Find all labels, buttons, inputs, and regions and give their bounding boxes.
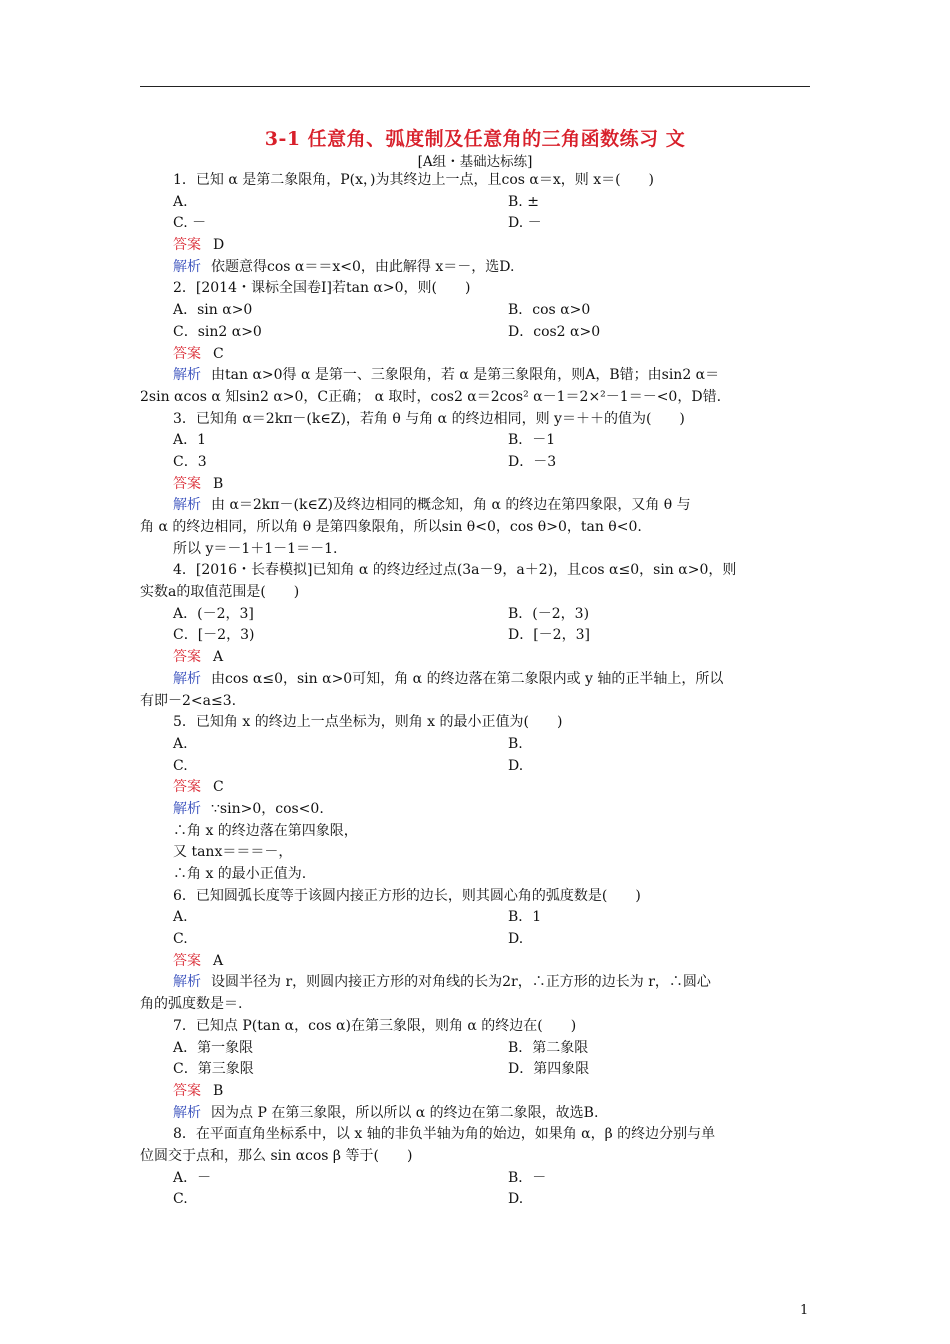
option-row (140, 734, 810, 756)
header-rule (140, 86, 810, 87)
option-right: D．第四象限 (508, 1061, 590, 1078)
text-line (140, 1146, 810, 1168)
text-line (140, 691, 810, 713)
answer-value: B (213, 1082, 224, 1099)
option-left: C．第三象限 (173, 1061, 254, 1078)
solution-line (140, 799, 810, 821)
option-right: D. (508, 757, 524, 774)
text-line (140, 539, 810, 561)
option-right: B. ± (508, 193, 539, 210)
text-line (140, 712, 810, 734)
answer-line (140, 344, 810, 366)
option-left: A．－ (173, 1169, 212, 1186)
answer-line (140, 235, 810, 257)
text-line (140, 409, 810, 431)
option-row (140, 907, 810, 929)
answer-line (140, 647, 810, 669)
option-row (140, 1168, 810, 1190)
line-text: 角 α 的终边相同，所以角 θ 是第四象限角，所以sin θ<0，cos θ>0，tan θ<0. (140, 519, 642, 535)
solution-line (140, 365, 810, 387)
option-right: B．第二象限 (508, 1039, 589, 1056)
line-text: 有即－2<a≤3. (140, 692, 237, 709)
answer-line (140, 777, 810, 799)
line-text: 又 tanx＝＝＝－， (173, 844, 293, 861)
answer-line (140, 951, 810, 973)
answer-label: 答案 (173, 345, 201, 362)
option-left: C．[－2，3) (173, 627, 255, 644)
option-row (140, 213, 810, 235)
line-text: 2．[2014・课标全国卷Ⅰ]若tan α>0，则( ) (173, 280, 471, 297)
option-right: D. － (508, 215, 542, 232)
option-left: A．1 (173, 432, 207, 449)
option-right: D．cos2 α>0 (508, 323, 601, 340)
solution-line (140, 495, 810, 517)
line-text: 4．[2016・长春模拟]已知角 α 的终边经过点(3a－9，a＋2)，且cos α≤0，sin α>0，则 (173, 562, 737, 579)
option-row (140, 1059, 810, 1081)
page-title: 3-1 任意角、弧度制及任意角的三角函数练习 文 (264, 128, 686, 150)
solution-text: 由tan α>0得 α 是第一、三象限角，若 α 是第三象限角，则A，B错；由sin2 α＝ (211, 367, 720, 384)
option-row (140, 1038, 810, 1060)
answer-value: C (213, 345, 224, 362)
option-left: C. (173, 757, 188, 774)
solution-text: 设圆半径为 r，则圆内接正方形的对角线的长为2r，∴正方形的边长为 r，∴圆心 (211, 974, 711, 991)
option-right: D．－3 (508, 453, 557, 470)
line-text: ∴角 x 的终边落在第四象限， (173, 822, 358, 839)
text-line (140, 560, 810, 582)
option-row (140, 192, 810, 214)
answer-label: 答案 (173, 237, 201, 254)
text-line (140, 387, 810, 409)
text-line (140, 821, 810, 843)
answer-value: A (213, 649, 224, 666)
line-text: ∴角 x 的最小正值为. (173, 866, 307, 882)
option-left: C. (173, 931, 188, 948)
option-left: A．第一象限 (173, 1039, 254, 1056)
text-line (140, 842, 810, 864)
solution-label: 解析 (173, 1104, 201, 1121)
line-text: 8．在平面直角坐标系中，以 x 轴的非负半轴为角的始边，如果角 α，β 的终边分别与单 (173, 1126, 716, 1143)
solution-line (140, 669, 810, 691)
option-row (140, 929, 810, 951)
option-right: D. (508, 931, 524, 948)
option-left: C. (173, 1191, 188, 1208)
solution-label: 解析 (173, 670, 201, 687)
solution-line (140, 972, 810, 994)
option-row (140, 300, 810, 322)
solution-label: 解析 (173, 497, 201, 514)
answer-label: 答案 (173, 1082, 201, 1099)
option-row (140, 452, 810, 474)
text-line (140, 170, 810, 192)
option-row (140, 604, 810, 626)
text-line (140, 1016, 810, 1038)
option-right: B．－ (508, 1169, 547, 1186)
section-subtitle: [A组・基础达标练] (417, 154, 533, 170)
solution-line (140, 1103, 810, 1125)
solution-label: 解析 (173, 800, 201, 817)
solution-text: 由 α＝2kπ－(k∈Z)及终边相同的概念知，角 α 的终边在第四象限，又角 θ 与 (211, 497, 691, 514)
answer-label: 答案 (173, 649, 201, 666)
solution-line (140, 257, 810, 279)
option-left: A．sin α>0 (173, 302, 253, 319)
answer-value: B (213, 475, 224, 492)
option-right: B．cos α>0 (508, 302, 591, 319)
text-line (140, 278, 810, 300)
line-text: 角的弧度数是＝. (140, 996, 243, 1013)
line-text: 1．已知 α 是第二象限角，P(x，)为其终边上一点，且cos α＝x，则 x＝( ) (173, 172, 655, 188)
text-line (140, 582, 810, 604)
answer-label: 答案 (173, 779, 201, 796)
text-line (140, 886, 810, 908)
option-left: A. (173, 735, 188, 752)
option-right: D．[－2，3] (508, 627, 590, 644)
solution-text: 因为点 P 在第三象限，所以所以 α 的终边在第二象限，故选B. (211, 1104, 599, 1121)
option-row (140, 430, 810, 452)
solution-text: 由cos α≤0，sin α>0可知，角 α 的终边落在第二象限内或 y 轴的正半轴上，所以 (211, 670, 724, 687)
line-text: 7．已知点 P(tan α，cos α)在第三象限，则角 α 的终边在( ) (173, 1017, 577, 1034)
option-left: A. (173, 909, 188, 926)
exercise-content (140, 170, 810, 1211)
line-text: 所以 y＝－1＋1－1＝－1. (173, 540, 338, 557)
option-right: D. (508, 1191, 524, 1208)
answer-line (140, 474, 810, 496)
option-left: A. (173, 193, 188, 210)
solution-label: 解析 (173, 258, 201, 275)
option-left: A．(－2，3] (173, 605, 254, 622)
solution-label: 解析 (173, 367, 201, 384)
answer-value: C (213, 779, 224, 796)
option-row (140, 756, 810, 778)
page-number: 1 (800, 1303, 809, 1318)
text-line (140, 1124, 810, 1146)
answer-label: 答案 (173, 952, 201, 969)
solution-text: ∵sin>0，cos<0. (211, 800, 324, 817)
option-left: C．3 (173, 453, 207, 470)
line-text: 实数a的取值范围是( ) (140, 584, 300, 601)
text-line (140, 994, 810, 1016)
option-right: B．1 (508, 909, 542, 926)
line-text: 6．已知圆弧长度等于该圆内接正方形的边长，则其圆心角的弧度数是( ) (173, 887, 641, 904)
solution-label: 解析 (173, 974, 201, 991)
option-right: B．(－2，3) (508, 605, 590, 622)
line-text: 2sin αcos α 知sin2 α>0，C正确； α 取时，cos2 α＝2cos² α－1＝2×²－1＝－<0，D错. (140, 388, 722, 405)
line-text: 位圆交于点和，那么 sin αcos β 等于( ) (140, 1147, 413, 1164)
option-left: C．sin2 α>0 (173, 323, 262, 340)
option-row (140, 625, 810, 647)
line-text: 3．已知角 α＝2kπ－(k∈Z)，若角 θ 与角 α 的终边相同，则 y＝＋＋的值为( ) (173, 410, 685, 427)
solution-text: 依题意得cos α＝＝x<0，由此解得 x＝－，选D. (211, 258, 515, 275)
answer-line (140, 1081, 810, 1103)
answer-label: 答案 (173, 475, 201, 492)
option-right: B. (508, 735, 523, 752)
text-line (140, 864, 810, 886)
answer-value: A (213, 952, 224, 969)
answer-value: D (213, 237, 225, 254)
line-text: 5．已知角 x 的终边上一点坐标为，则角 x 的最小正值为( ) (173, 714, 563, 731)
option-left: C. － (173, 215, 207, 232)
option-row (140, 1189, 810, 1211)
text-line (140, 517, 810, 539)
option-right: B．－1 (508, 432, 556, 449)
option-row (140, 322, 810, 344)
